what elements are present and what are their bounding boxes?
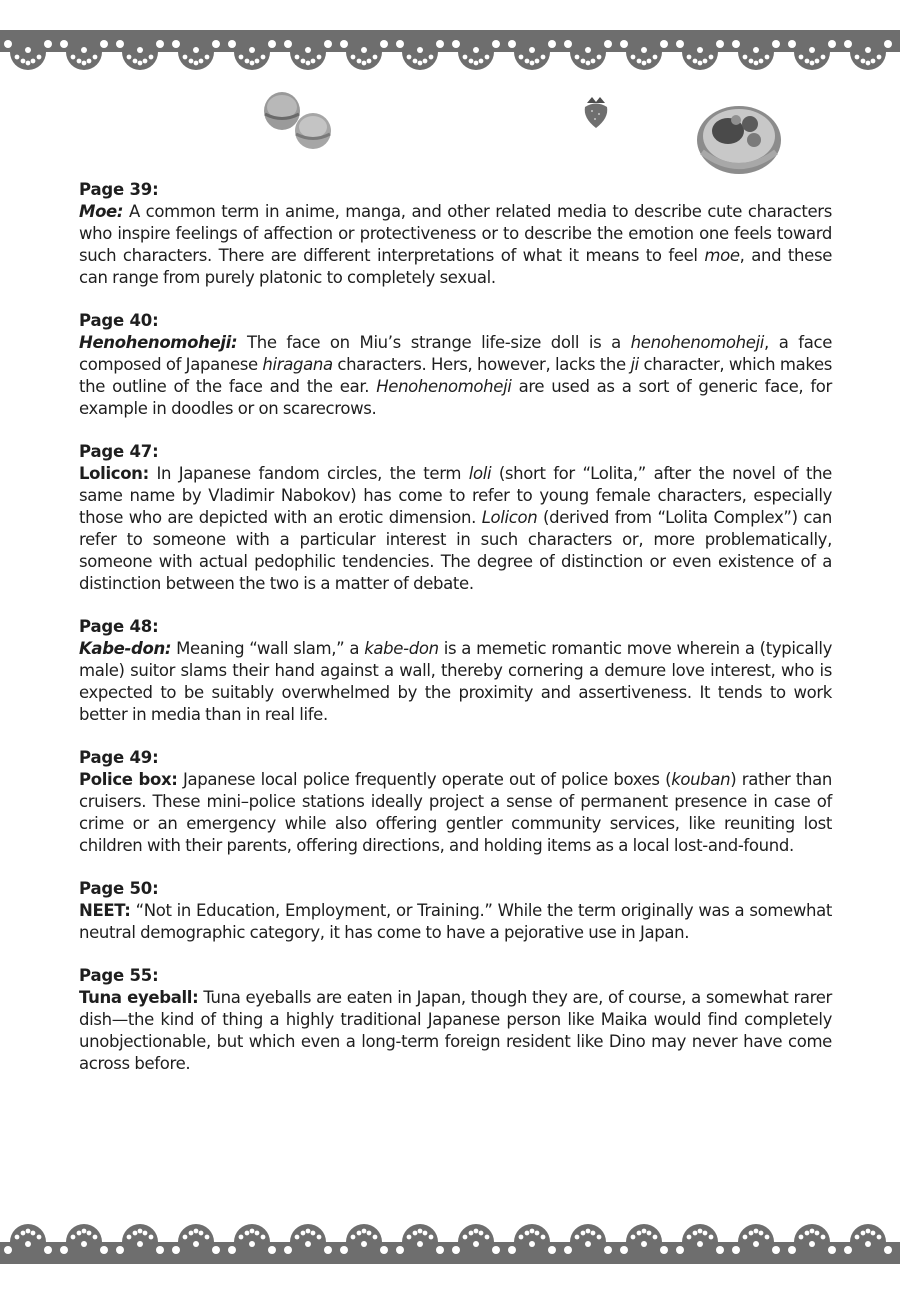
italic-term: Henohenomoheji xyxy=(376,377,512,396)
page-heading: Page 47: xyxy=(79,442,159,461)
entry-text xyxy=(79,201,832,289)
glossary-term: Moe: xyxy=(79,202,124,221)
entry-text xyxy=(79,900,832,944)
lace-border-bottom xyxy=(0,1216,900,1264)
glossary-notes xyxy=(79,179,832,1096)
definition-text: A common term in anime, manga, and other related media to describe cute characters who inspire feelings of affection or protectiveness or to describe the emotion one feels toward such characters. There are different interpretations of what it means to feel xyxy=(79,202,832,265)
glossary-term: Police box: xyxy=(79,770,178,789)
entry-text xyxy=(79,638,832,726)
italic-term: hiragana xyxy=(262,355,333,374)
glossary-entry xyxy=(79,965,832,1075)
definition-text: Tuna eyeballs are eaten in Japan, though they are, of course, a somewhat rarer dish—the kind of thing a highly traditional Japanese person like Maika would find completely unobjectionable, but which even a long-term foreign resident like Dino may never have come across before. xyxy=(79,988,832,1073)
glossary-term: Tuna eyeball: xyxy=(79,988,199,1007)
italic-term: Lolicon xyxy=(481,508,538,527)
glossary-entry xyxy=(79,616,832,726)
entry-text xyxy=(79,332,832,420)
entry-text xyxy=(79,463,832,595)
definition-text: is a memetic romantic move wherein a (typically male) suitor slams their hand against a wall, thereby cornering a demure love interest, who is expected to be suitably overwhelmed by the proximity and assertiveness. It tends to work better in media than in real life. xyxy=(79,639,832,724)
definition-text: (derived from “Lolita Complex”) can refer to someone with a particular interest in such characters or, more problematically, someone with actual pedophilic tendencies. The degree of distinction or even existence of a distinction between the two is a matter of debate. xyxy=(79,508,832,593)
definition-text: are used as a sort of generic face, for example in doodles or on scarecrows. xyxy=(79,377,832,418)
strawberry-illustration xyxy=(578,92,614,132)
glossary-entry xyxy=(79,310,832,420)
lace-border-top xyxy=(0,30,900,76)
glossary-term: Lolicon: xyxy=(79,464,149,483)
page-heading: Page 55: xyxy=(79,966,159,985)
definition-text: Japanese local police frequently operate out of police boxes ( xyxy=(177,770,672,789)
fruit-tart-illustration xyxy=(692,98,786,182)
page-heading: Page 50: xyxy=(79,879,159,898)
definition-text: character, which makes the outline of the face and the ear. xyxy=(79,355,832,396)
glossary-entry xyxy=(79,878,832,944)
entry-text xyxy=(79,987,832,1075)
page-heading: Page 49: xyxy=(79,748,159,767)
definition-text: , a face composed of Japanese xyxy=(79,333,832,374)
definition-text: characters. Hers, however, lacks the xyxy=(332,355,631,374)
glossary-term: Henohenomoheji: xyxy=(79,333,238,352)
italic-term: ji xyxy=(630,355,639,374)
glossary-entry xyxy=(79,179,832,289)
definition-text: In Japanese fandom circles, the term xyxy=(148,464,469,483)
definition-text: Meaning “wall slam,” a xyxy=(171,639,365,658)
page-heading: Page 48: xyxy=(79,617,159,636)
italic-term: moe xyxy=(704,246,740,265)
italic-term: kabe-don xyxy=(364,639,439,658)
glossary-entry xyxy=(79,747,832,857)
definition-text: The face on Miu’s strange life-size doll is a xyxy=(237,333,631,352)
page-heading: Page 39: xyxy=(79,180,159,199)
definition-text: (short for “Lolita,” after the novel of the same name by Vladimir Nabokov) has come to refer to young female characters, especially those who are depicted with an erotic dimension. xyxy=(79,464,832,527)
italic-term: kouban xyxy=(671,770,731,789)
glossary-entry xyxy=(79,441,832,595)
macarons-illustration xyxy=(258,87,336,153)
definition-text: , and these can range from purely platonic to completely sexual. xyxy=(79,246,832,287)
definition-text: ) rather than cruisers. These mini–police stations ideally project a sense of permanent presence in case of crime or an emergency while also offering gentler community services, like reuniting lost children with their parents, offering directions, and holding items as a local lost-and-found. xyxy=(79,770,833,855)
glossary-term: Kabe-don: xyxy=(79,639,172,658)
italic-term: loli xyxy=(468,464,492,483)
italic-term: henohenomoheji xyxy=(630,333,765,352)
page-heading: Page 40: xyxy=(79,311,159,330)
definition-text: “Not in Education, Employment, or Training.” While the term originally was a somewhat neutral demographic category, it has come to have a pejorative use in Japan. xyxy=(79,901,832,942)
glossary-term: NEET: xyxy=(79,901,131,920)
entry-text xyxy=(79,769,832,857)
